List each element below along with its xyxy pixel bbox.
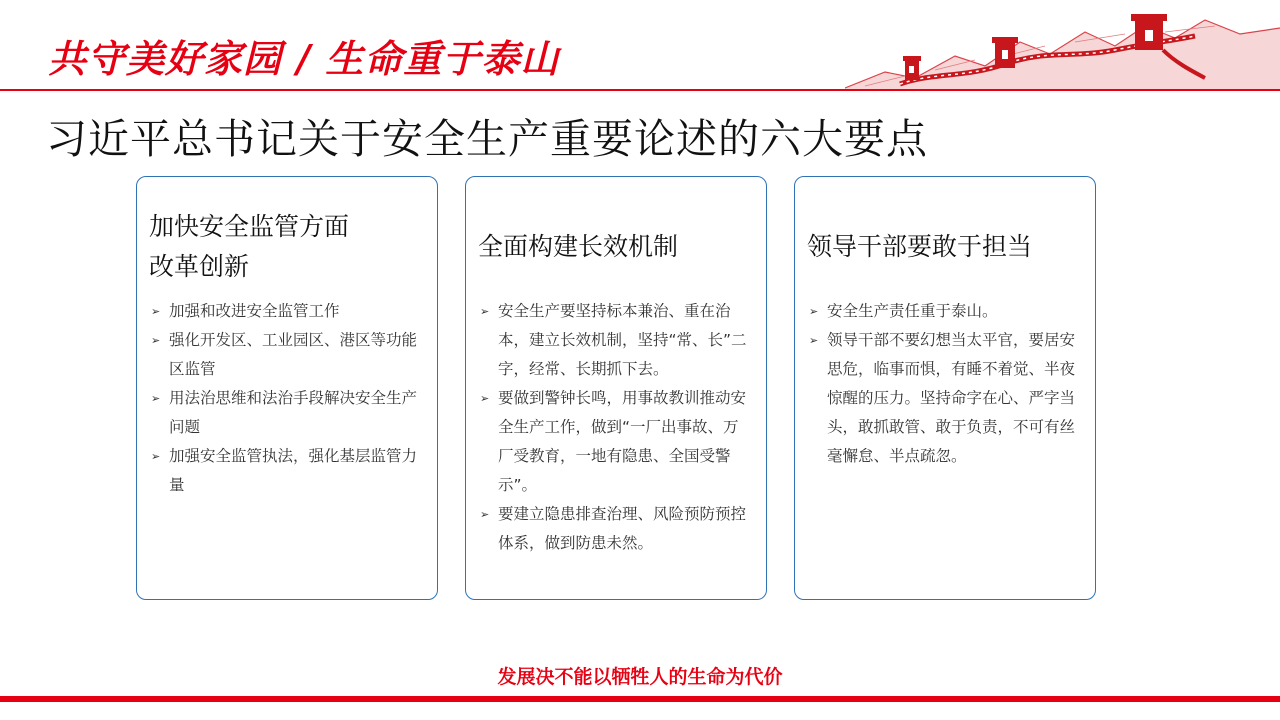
card-body [147, 297, 421, 500]
card-heading: 加快安全监管方面改革创新 [149, 212, 350, 281]
list-item [805, 297, 1079, 326]
arrow-right-icon: ➢ [809, 305, 819, 318]
list-item [147, 384, 421, 442]
arrow-right-icon: ➢ [151, 450, 161, 463]
card-body [476, 297, 750, 558]
arrow-right-icon: ➢ [151, 305, 161, 318]
footer-slogan: 发展决不能以牺牲人的生命为代价 [497, 666, 783, 688]
card-head [149, 197, 427, 297]
great-wall-icon [845, 12, 1280, 90]
arrow-right-icon: ➢ [480, 305, 490, 318]
card-heading: 全面构建长效机制 [478, 232, 679, 261]
list-item [476, 384, 750, 500]
list-item [147, 442, 421, 500]
list-item-text: 领导干部不要幻想当太平官，要居安思危，临事而惧，有睡不着觉、半夜惊醒的压力。坚持命字在心、严字当头，敢抓敢管、敢于负责，不可有丝毫懈怠、半点疏忽。 [827, 331, 1076, 465]
list-item-text: 安全生产要坚持标本兼治、重在治本，建立长效机制，坚持“常、长”二字，经常、长期抓下去。 [498, 302, 747, 378]
arrow-right-icon: ➢ [480, 508, 490, 521]
card-head [478, 197, 756, 297]
slide-header [0, 0, 1280, 92]
page-title: 习近平总书记关于安全生产重要论述的六大要点 [46, 115, 928, 163]
card-leadership [794, 176, 1096, 600]
card-body [805, 297, 1079, 471]
arrow-right-icon: ➢ [480, 392, 490, 405]
card-head [807, 197, 1085, 297]
brand-title: 共守美好家园 / 生命重于泰山 [48, 36, 560, 81]
list-item-text: 加强安全监管执法，强化基层监管力量 [169, 447, 418, 494]
list-item [147, 297, 421, 326]
list-item-text: 要做到警钟长鸣，用事故教训推动安全生产工作，做到“一厂出事故、万厂受教育，一地有隐患、全国受警示”。 [498, 389, 747, 494]
list-item-text: 用法治思维和法治手段解决安全生产问题 [169, 389, 418, 436]
card-mechanism [465, 176, 767, 600]
arrow-right-icon: ➢ [809, 334, 819, 347]
card-reform [136, 176, 438, 600]
footer-bar [0, 696, 1280, 702]
list-item [476, 500, 750, 558]
arrow-right-icon: ➢ [151, 334, 161, 347]
list-item-text: 安全生产责任重于泰山。 [827, 302, 998, 320]
list-item-text: 强化开发区、工业园区、港区等功能区监管 [169, 331, 418, 378]
list-item [476, 297, 750, 384]
list-item-text: 要建立隐患排查治理、风险预防预控体系，做到防患未然。 [498, 505, 747, 552]
header-rule [0, 89, 1280, 91]
list-item-text: 加强和改进安全监管工作 [169, 302, 340, 320]
list-item [805, 326, 1079, 471]
arrow-right-icon: ➢ [151, 392, 161, 405]
list-item [147, 326, 421, 384]
card-heading: 领导干部要敢于担当 [807, 232, 1033, 261]
